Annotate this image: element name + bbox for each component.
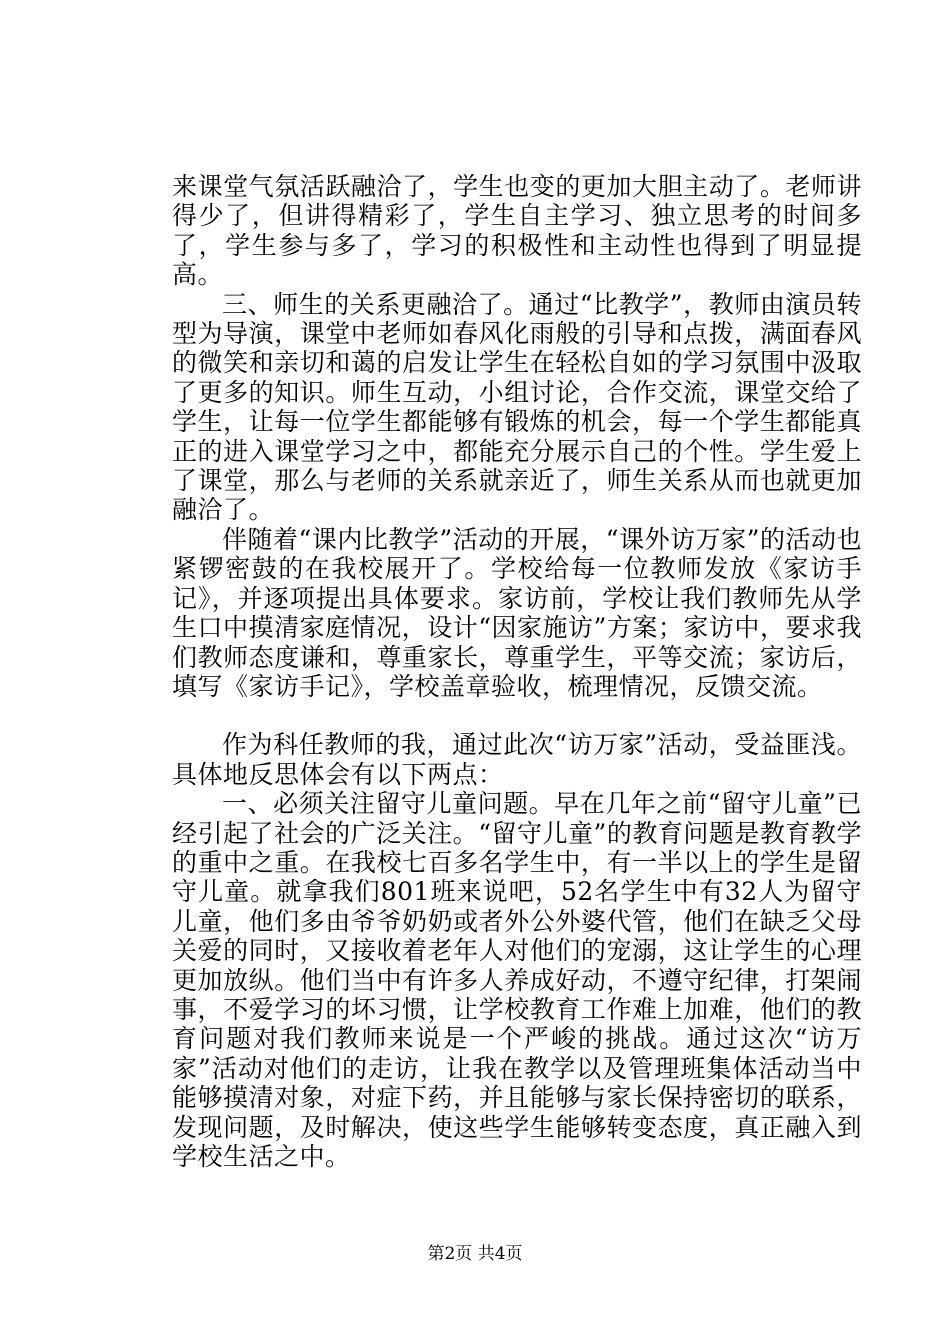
paragraph-5: 一、必须关注留守儿童问题。早在几年之前“留守儿童”已经引起了社会的广泛关注。“留守儿童”的教育问题是教育教学的重中之重。在我校七百多名学生中，有一半以上的学生是留守儿童。就拿我们801班来说吧，52名学生中有32人为留守儿童，他们多由爷爷奶奶或者外公外婆代管，他们在缺乏父母关爱的同时，又接收着老年人对他们的宠溺，这让学生的心理更加放纵。他们当中有许多人养成好动，不遵守纪律，打架闹事，不爱学习的坏习惯，让学校教育工作难上加难，他们的教育问题对我们教师来说是一个严峻的挑战。通过这次“访万家”活动对他们的走访，让我在教学以及管理班集体活动当中能够摸清对象，对症下药，并且能够与家长保持密切的联系，发现问题，及时解决，使这些学生能够转变态度，真正融入到学校生活之中。: [172, 789, 862, 1171]
paragraph-2: 三、师生的关系更融洽了。通过“比教学”，教师由演员转型为导演，课堂中老师如春风化雨般的引导和点拨，满面春风的微笑和亲切和蔼的启发让学生在轻松自如的学习氛围中汲取了更多的知识。师生互动，小组讨论，合作交流，课堂交给了学生，让每一位学生都能够有锻炼的机会，每一个学生都能真正的进入课堂学习之中，都能充分展示自己的个性。学生爱上了课堂，那么与老师的关系就亲近了，师生关系从而也就更加融洽了。: [172, 289, 862, 525]
page-footer: 第2页 共4页: [427, 1244, 523, 1264]
paragraph-1: 来课堂气氛活跃融洽了，学生也变的更加大胆主动了。老师讲得少了，但讲得精彩了，学生自主学习、独立思考的时间多了，学生参与多了，学习的积极性和主动性也得到了明显提高。: [172, 172, 862, 290]
document-body: [172, 172, 862, 1171]
paragraph-3: 伴随着“课内比教学”活动的开展，“课外访万家”的活动也紧锣密鼓的在我校展开了。学校给每一位教师发放《家访手记》，并逐项提出具体要求。家访前，学校让我们教师先从学生口中摸清家庭情况，设计“因家施访”方案；家访中，要求我们教师态度谦和，尊重家长，尊重学生，平等交流；家访后，填写《家访手记》，学校盖章验收，梳理情况，反馈交流。: [172, 524, 862, 701]
paragraph-4: 作为科任教师的我，通过此次“访万家”活动，受益匪浅。具体地反思体会有以下两点：: [172, 730, 862, 789]
